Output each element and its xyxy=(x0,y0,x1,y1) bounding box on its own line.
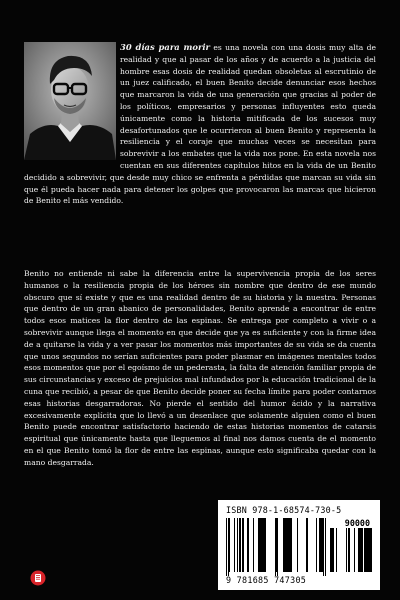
isbn-label: ISBN 978-1-68574-730-5 xyxy=(226,505,342,515)
addon-barcode-bars xyxy=(330,528,374,576)
barcode-digits: 9 781685 747305 xyxy=(226,575,307,585)
publisher-logo-icon xyxy=(30,570,46,586)
synopsis-paragraph-1 xyxy=(24,42,376,207)
price-code: 90000 xyxy=(344,518,370,528)
book-title: 30 días para morir xyxy=(120,42,210,52)
synopsis-paragraph-2: Benito no entiende ni sabe la diferencia entre la supervivencia propia de los seres humanos o la resiliencia propia de los héroes sin nombre que dentro de ese mundo obscuro que sí existe y que es una realidad dentro de su historia y la nuestra. Personas que dentro de un gran abanico de personalidades, Benito aprende a encontrar de entre todos esos matices la flor dentro de las espinas. Se entrega por completo a vivir o a sobrevivir aunque llega el momento en que decide que ya es suficiente y con la firme idea de a quitarse la vida y a ver pasar los momentos más importantes de su vida se da cuenta que unos segundos no serían suficientes para poder plasmar en imágenes mentales todos esos momentos que por el egoísmo de un pederasta, la falta de atención familiar propia de sus circunstancias y exceso de prejuicios mal infundados por la educación tradicional de la cuna que recibió, a pesar de que Benito decide poner su fecha límite para poder contarnos esas historias desgarradoras. No pierde el sentido del humor ácido y la narrativa excesivamente explícita que lo llevó a un desenlace que solamente alguien como el buen Benito puede encontrar satisfactorio haciendo de estas historias momentos de catarsis espiritual que únicamente hasta que lleguemos al final nos damos cuenta de el momento en el que Benito tomó la flor de entre las espinas, aunque esto significaba quedar con la mano desgarrada. xyxy=(24,269,376,467)
synopsis-paragraph-1-text: es una novela con una dosis muy alta de realidad y que al pasar de los años y de acuerdo a la justicia del hombre esas dosis de realidad quedan obsoletas al escrutinio de un juez calificado, el buen Benito decide denunciar esos hechos que marcaron la vida de una generación que gracias al poder de los políticos, empresarios y personas influyentes esto queda únicamente como la historia mitificada de los sucesos muy desafortunados que le ocurrieron al buen Benito y representa la resiliencia y el coraje que muchas veces se necesitan para sobrevivir a los embates que la vida nos pone. En esta novela nos cuentan en sus diferentes capítulos hitos en la vida de un Benito decidido a sobrevivir, que desde muy chico se enfrenta a pérdidas que marcan su vida sin que él pueda hacer nada para detener los golpes que provocaron las marcas que hicieron de Benito el más vendido. xyxy=(24,43,376,206)
isbn-barcode xyxy=(218,500,380,590)
ean-barcode-bars xyxy=(226,518,326,576)
